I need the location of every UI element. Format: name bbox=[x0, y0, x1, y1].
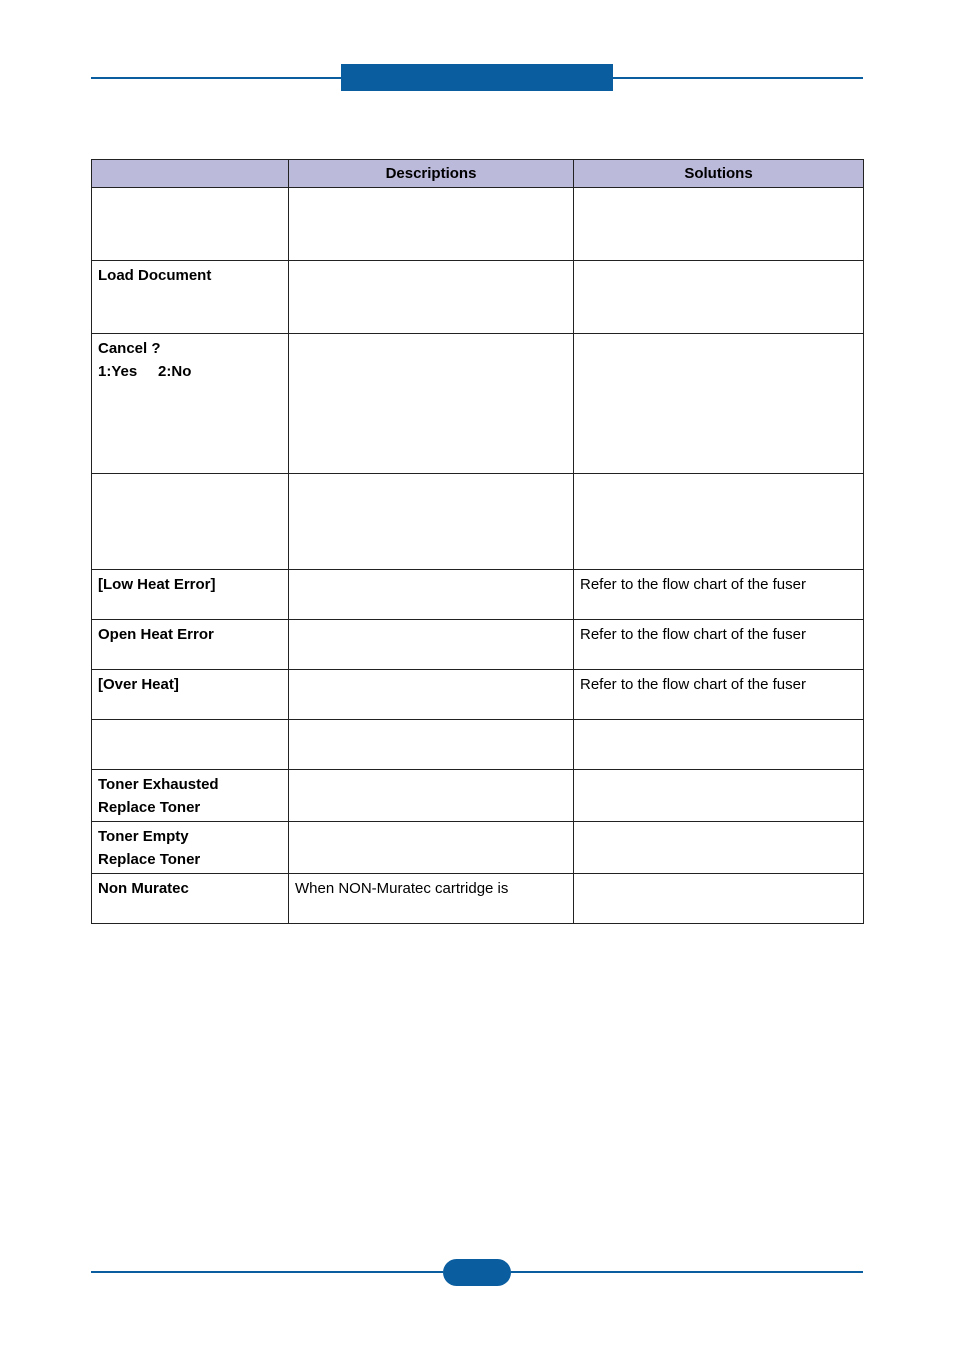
row-solution bbox=[574, 334, 864, 474]
table-row bbox=[92, 334, 864, 474]
row-description bbox=[289, 770, 574, 822]
row-message bbox=[92, 822, 289, 874]
row-solution bbox=[574, 474, 864, 570]
page-number-badge bbox=[443, 1259, 511, 1286]
table-row bbox=[92, 261, 864, 334]
row-solution bbox=[574, 188, 864, 261]
header-descriptions: Descriptions bbox=[289, 160, 574, 188]
row-message bbox=[92, 620, 289, 670]
header-message bbox=[92, 160, 289, 188]
table-row bbox=[92, 474, 864, 570]
table-row bbox=[92, 188, 864, 261]
table-row bbox=[92, 770, 864, 822]
message-line: Toner Empty bbox=[98, 828, 189, 845]
header-rule-left bbox=[91, 77, 341, 79]
header-rule-right bbox=[613, 77, 863, 79]
table-row bbox=[92, 874, 864, 924]
row-message bbox=[92, 334, 289, 474]
row-solution: Refer to the flow chart of the fuser bbox=[574, 670, 864, 720]
row-description bbox=[289, 822, 574, 874]
error-message-table bbox=[91, 159, 864, 924]
message-line: [Low Heat Error] bbox=[98, 576, 216, 593]
message-line: Replace Toner bbox=[98, 851, 201, 868]
row-solution bbox=[574, 874, 864, 924]
row-message bbox=[92, 261, 289, 334]
row-message bbox=[92, 474, 289, 570]
row-solution: Refer to the flow chart of the fuser bbox=[574, 620, 864, 670]
table-row bbox=[92, 620, 864, 670]
row-description bbox=[289, 334, 574, 474]
message-line: Open Heat Error bbox=[98, 626, 214, 643]
row-message bbox=[92, 188, 289, 261]
row-description bbox=[289, 670, 574, 720]
footer-rule-right bbox=[511, 1271, 863, 1273]
table-row bbox=[92, 720, 864, 770]
message-line: [Over Heat] bbox=[98, 676, 179, 693]
row-description bbox=[289, 720, 574, 770]
table-row bbox=[92, 570, 864, 620]
row-message bbox=[92, 770, 289, 822]
row-message bbox=[92, 670, 289, 720]
row-solution bbox=[574, 822, 864, 874]
row-solution bbox=[574, 770, 864, 822]
message-line: Replace Toner bbox=[98, 799, 201, 816]
header-solutions: Solutions bbox=[574, 160, 864, 188]
message-line: Toner Exhausted bbox=[98, 776, 219, 793]
row-description bbox=[289, 620, 574, 670]
row-solution bbox=[574, 720, 864, 770]
message-line: 1:Yes 2:No bbox=[98, 363, 192, 380]
row-description bbox=[289, 261, 574, 334]
row-message bbox=[92, 720, 289, 770]
table-header-row bbox=[92, 160, 864, 188]
footer-rule-left bbox=[91, 1271, 443, 1273]
table-row bbox=[92, 822, 864, 874]
header-tab bbox=[341, 64, 613, 91]
row-description bbox=[289, 188, 574, 261]
table-row bbox=[92, 670, 864, 720]
row-message bbox=[92, 570, 289, 620]
row-solution: Refer to the flow chart of the fuser bbox=[574, 570, 864, 620]
row-solution bbox=[574, 261, 864, 334]
row-description bbox=[289, 570, 574, 620]
row-message bbox=[92, 874, 289, 924]
message-line: Load Document bbox=[98, 267, 212, 284]
message-line: Non Muratec bbox=[98, 880, 189, 897]
row-description bbox=[289, 474, 574, 570]
row-description: When NON-Muratec cartridge is bbox=[289, 874, 574, 924]
message-line: Cancel ? bbox=[98, 340, 161, 357]
